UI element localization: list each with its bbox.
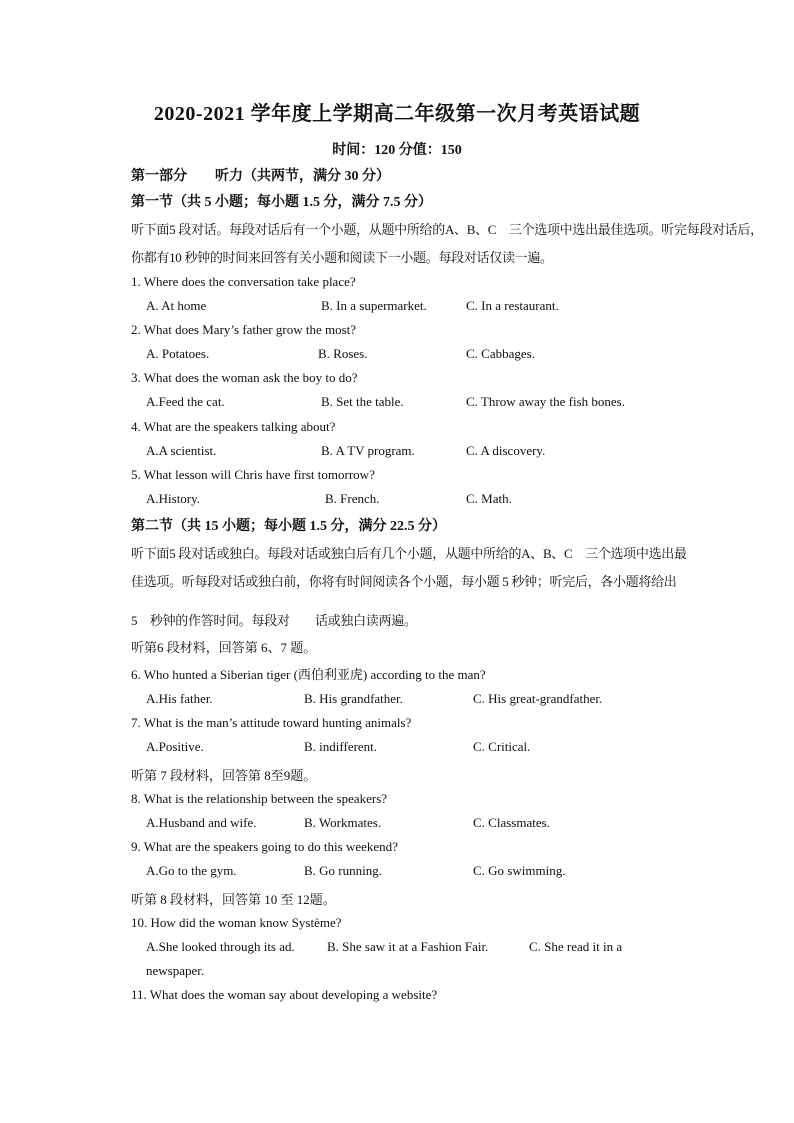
passage-8-note: 听第 8 段材料，回答第 10 至 12题。 [131,892,336,907]
section2-instructions-2: 佳选项。听每段对话或独白前，你将有时间阅读各个小题，每小题 5 秒钟；听完后，各小题将给出 [131,574,677,589]
q3-option-b: B. Set the table. [321,394,404,409]
q5-option-a: A.History. [146,491,201,506]
section2-heading: 第二节（共 15 小题；每小题 1.5 分，满分 22.5 分） [131,519,446,534]
question-5: 5. What lesson will Chris have first tomorrow? [131,467,375,482]
q9-option-a: A.Go to the gym. [146,863,237,878]
passage-6-note: 听第6 段材料，回答第 6、7 题。 [131,640,317,655]
q2-option-c: C. Cabbages. [466,346,535,361]
q1-option-b: B. In a supermarket. [321,298,427,313]
q2-option-b: B. Roses. [318,346,368,361]
q2-option-a: A. Potatoes. [146,346,210,361]
question-2: 2. What does Mary’s father grow the most? [131,322,357,337]
section2-instructions-1: 听下面5 段对话或独白。每段对话或独白后有几个小题，从题中所给的A、B、C 三个选项中选出最 [131,546,687,561]
question-4: 4. What are the speakers talking about? [131,419,336,434]
q10-option-c-continued: newspaper. [146,963,205,978]
q1-option-a: A. At home [146,298,207,313]
q3-option-a: A.Feed the cat. [146,394,225,409]
page-title: 2020-2021 学年度上学期高二年级第一次月考英语试题 [153,103,641,125]
q5-option-c: C. Math. [466,491,512,506]
part1-heading: 第一部分 听力（共两节，满分 30 分） [131,169,390,184]
question-8: 8. What is the relationship between the speakers? [131,791,388,806]
q6-option-a: A.His father. [146,691,213,706]
question-10: 10. How did the woman know Système? [131,915,342,930]
question-1: 1. Where does the conversation take place? [131,274,356,289]
q1-option-c: C. In a restaurant. [466,298,559,313]
q7-option-c: C. Critical. [473,739,531,754]
q10-option-a: A.She looked through its ad. [146,939,295,954]
section1-instructions-2: 你都有10 秒钟的时间来回答有关小题和阅读下一小题。每段对话仅读一遍。 [131,250,553,265]
q8-option-c: C. Classmates. [473,815,550,830]
q8-option-a: A.Husband and wife. [146,815,257,830]
q5-option-b: B. French. [325,491,380,506]
q9-option-b: B. Go running. [304,863,382,878]
q6-option-c: C. His great-grandfather. [473,691,603,706]
q8-option-b: B. Workmates. [304,815,382,830]
q10-option-c: C. She read it in a [529,939,623,954]
q7-option-b: B. indifferent. [304,739,378,754]
q6-option-b: B. His grandfather. [304,691,403,706]
question-7: 7. What is the man’s attitude toward hunting animals? [131,715,412,730]
q4-option-b: B. A TV program. [321,443,415,458]
question-3: 3. What does the woman ask the boy to do? [131,370,358,385]
section1-heading: 第一节（共 5 小题；每小题 1.5 分，满分 7.5 分） [131,195,432,210]
q4-option-c: C. A discovery. [466,443,546,458]
q10-option-b: B. She saw it at a Fashion Fair. [327,939,489,954]
question-11: 11. What does the woman say about developing a website? [131,987,438,1002]
time-score: 时间：120 分值：150 [332,143,462,158]
q4-option-a: A.A scientist. [146,443,217,458]
section1-instructions-1: 听下面5 段对话。每段对话后有一个小题，从题中所给的A、B、C 三个选项中选出最佳选项。听完每段对话后， [131,222,763,237]
question-9: 9. What are the speakers going to do this weekend? [131,839,398,854]
q7-option-a: A.Positive. [146,739,204,754]
passage-7-note: 听第 7 段材料，回答第 8至9题。 [131,768,317,783]
section2-instructions-3: 5 秒钟的作答时间。每段对 话或独白读两遍。 [131,613,417,628]
question-6: 6. Who hunted a Siberian tiger (西伯利亚虎) according to the man? [131,667,486,682]
q3-option-c: C. Throw away the fish bones. [466,394,625,409]
q9-option-c: C. Go swimming. [473,863,566,878]
